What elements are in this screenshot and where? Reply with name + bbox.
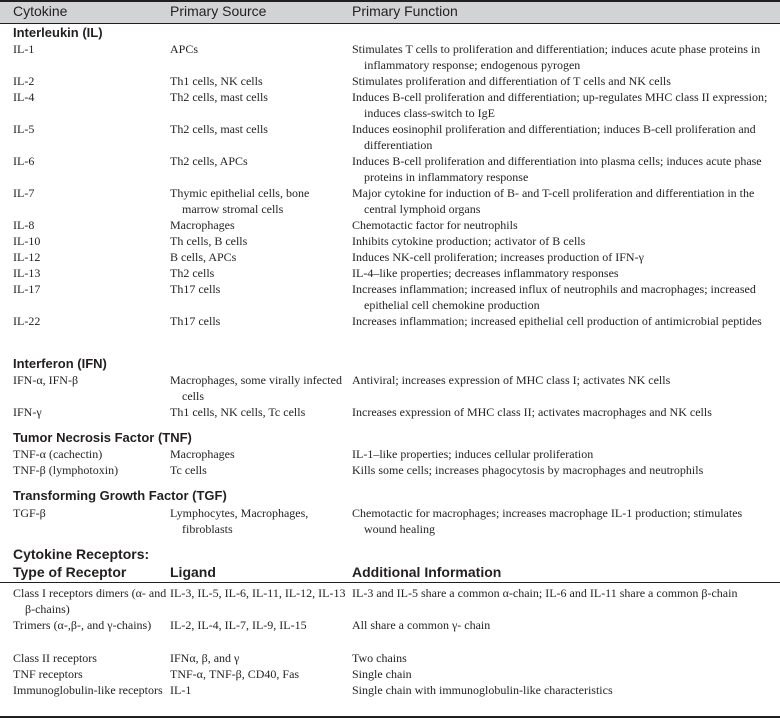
receptor-type: Immunoglobulin-like receptors <box>13 683 163 697</box>
receptor-ligand: IL-3, IL-5, IL-6, IL-11, IL-12, IL-13 <box>170 586 346 600</box>
cytokine-function: Increases inflammation; increased epithelial cell production of antimicrobial peptides <box>352 314 762 328</box>
receptor-info: Single chain with immunoglobulin-like characteristics <box>352 683 613 697</box>
cytokine-function: Inhibits cytokine production; activator of B cells <box>352 234 586 248</box>
cytokine-function: Induces B-cell proliferation and differentiation into plasma cells; induces acute phase proteins in inflammatory response <box>352 154 762 184</box>
cytokine-function: IL-1–like properties; induces cellular proliferation <box>352 447 594 461</box>
cytokine-name: TNF-α (cachectin) <box>13 447 103 461</box>
cytokine-function: Induces eosinophil proliferation and differentiation; induces B-cell proliferation and differentiation <box>352 122 756 152</box>
cytokine-name: IL-13 <box>13 266 41 280</box>
cytokine-name: IL-12 <box>13 250 41 264</box>
receptor-ligand: IL-2, IL-4, IL-7, IL-9, IL-15 <box>170 618 307 632</box>
cytokine-source: B cells, APCs <box>170 250 237 264</box>
receptor-info: Two chains <box>352 651 407 665</box>
receptor-info: IL-3 and IL-5 share a common α-chain; IL-6 and IL-11 share a common β-chain <box>352 586 738 600</box>
receptor-type: Trimers (α-,β-, and γ-chains) <box>13 618 152 632</box>
cytokine-name: IFN-γ <box>13 405 42 419</box>
cytokine-function: Induces NK-cell proliferation; increases production of IFN-γ <box>352 250 644 264</box>
header-additional-information: Additional Information <box>352 564 502 580</box>
section-title-tgf: Transforming Growth Factor (TGF) <box>13 488 227 503</box>
header-primary-source: Primary Source <box>170 3 267 19</box>
cytokine-function: Increases expression of MHC class II; activates macrophages and NK cells <box>352 405 712 419</box>
receptor-type: TNF receptors <box>13 667 83 681</box>
section-title-interleukin: Interleukin (IL) <box>13 25 103 40</box>
cytokine-function: IL-4–like properties; decreases inflammatory responses <box>352 266 619 280</box>
receptor-ligand: TNF-α, TNF-β, CD40, Fas <box>170 667 300 681</box>
header-cytokine: Cytokine <box>13 3 68 19</box>
receptor-type: Class I receptors dimers (α- and β-chains) <box>13 586 167 616</box>
table-bottom-rule <box>0 716 780 718</box>
cytokine-function: Induces B-cell proliferation and differentiation; up-regulates MHC class II expression; induces class-switch to IgE <box>352 90 768 120</box>
section-title-receptors: Cytokine Receptors: <box>13 546 150 562</box>
cytokine-source: Th2 cells, mast cells <box>170 122 268 136</box>
cytokine-function: Kills some cells; increases phagocytosis by macrophages and neutrophils <box>352 463 704 477</box>
cytokine-function: Stimulates T cells to proliferation and differentiation; induces acute phase proteins in inflammatory response; endogenous pyrogen <box>352 42 761 72</box>
cytokine-name: IL-4 <box>13 90 35 104</box>
receptor-header-rule <box>0 582 780 583</box>
receptor-info: Single chain <box>352 667 412 681</box>
cytokine-function: Major cytokine for induction of B- and T-cell proliferation and differentiation in the central lymphoid organs <box>352 186 755 216</box>
cytokine-name: IL-6 <box>13 154 35 168</box>
cytokine-name: TNF-β (lymphotoxin) <box>13 463 119 477</box>
cytokine-source: Th cells, B cells <box>170 234 248 248</box>
cytokine-function: Antiviral; increases expression of MHC class I; activates NK cells <box>352 373 671 387</box>
cytokine-source: Thymic epithelial cells, bone marrow stromal cells <box>170 186 310 216</box>
cytokine-name: IL-10 <box>13 234 41 248</box>
cytokine-function: Chemotactic factor for neutrophils <box>352 218 518 232</box>
header-primary-function: Primary Function <box>352 3 458 19</box>
cytokine-source: Macrophages <box>170 447 235 461</box>
receptor-type: Class II receptors <box>13 651 97 665</box>
cytokine-name: IL-8 <box>13 218 35 232</box>
cytokine-name: TGF-β <box>13 506 46 520</box>
cytokine-source: Th2 cells <box>170 266 215 280</box>
header-ligand: Ligand <box>170 564 216 580</box>
header-type-of-receptor: Type of Receptor <box>13 564 127 580</box>
cytokine-source: Th17 cells <box>170 282 221 296</box>
cytokine-name: IL-1 <box>13 42 35 56</box>
cytokine-source: Tc cells <box>170 463 207 477</box>
cytokine-source: Th2 cells, APCs <box>170 154 248 168</box>
section-title-interferon: Interferon (IFN) <box>13 356 107 371</box>
cytokine-source: Th2 cells, mast cells <box>170 90 268 104</box>
cytokine-name: IL-22 <box>13 314 41 328</box>
cytokine-function: Chemotactic for macrophages; increases macrophage IL-1 production; stimulates wound healing <box>352 506 743 536</box>
cytokine-source: Th1 cells, NK cells, Tc cells <box>170 405 306 419</box>
cytokine-function: Increases inflammation; increased influx of neutrophils and macrophages; increased epithelial cell chemokine production <box>352 282 756 312</box>
cytokine-name: IL-2 <box>13 74 35 88</box>
cytokine-function: Stimulates proliferation and differentiation of T cells and NK cells <box>352 74 671 88</box>
cytokine-source: Macrophages, some virally infected cells <box>170 373 342 403</box>
receptor-info: All share a common γ- chain <box>352 618 491 632</box>
section-title-tnf: Tumor Necrosis Factor (TNF) <box>13 430 192 445</box>
receptor-ligand: IFNα, β, and γ <box>170 651 240 665</box>
cytokine-source: Lymphocytes, Macrophages, fibroblasts <box>170 506 309 536</box>
cytokine-source: Th1 cells, NK cells <box>170 74 263 88</box>
cytokine-source: Th17 cells <box>170 314 221 328</box>
cytokine-name: IL-17 <box>13 282 41 296</box>
cytokine-source: Macrophages <box>170 218 235 232</box>
receptor-ligand: IL-1 <box>170 683 192 697</box>
cytokine-source: APCs <box>170 42 199 56</box>
cytokine-name: IFN-α, IFN-β <box>13 373 79 387</box>
cytokine-name: IL-5 <box>13 122 35 136</box>
cytokine-name: IL-7 <box>13 186 35 200</box>
